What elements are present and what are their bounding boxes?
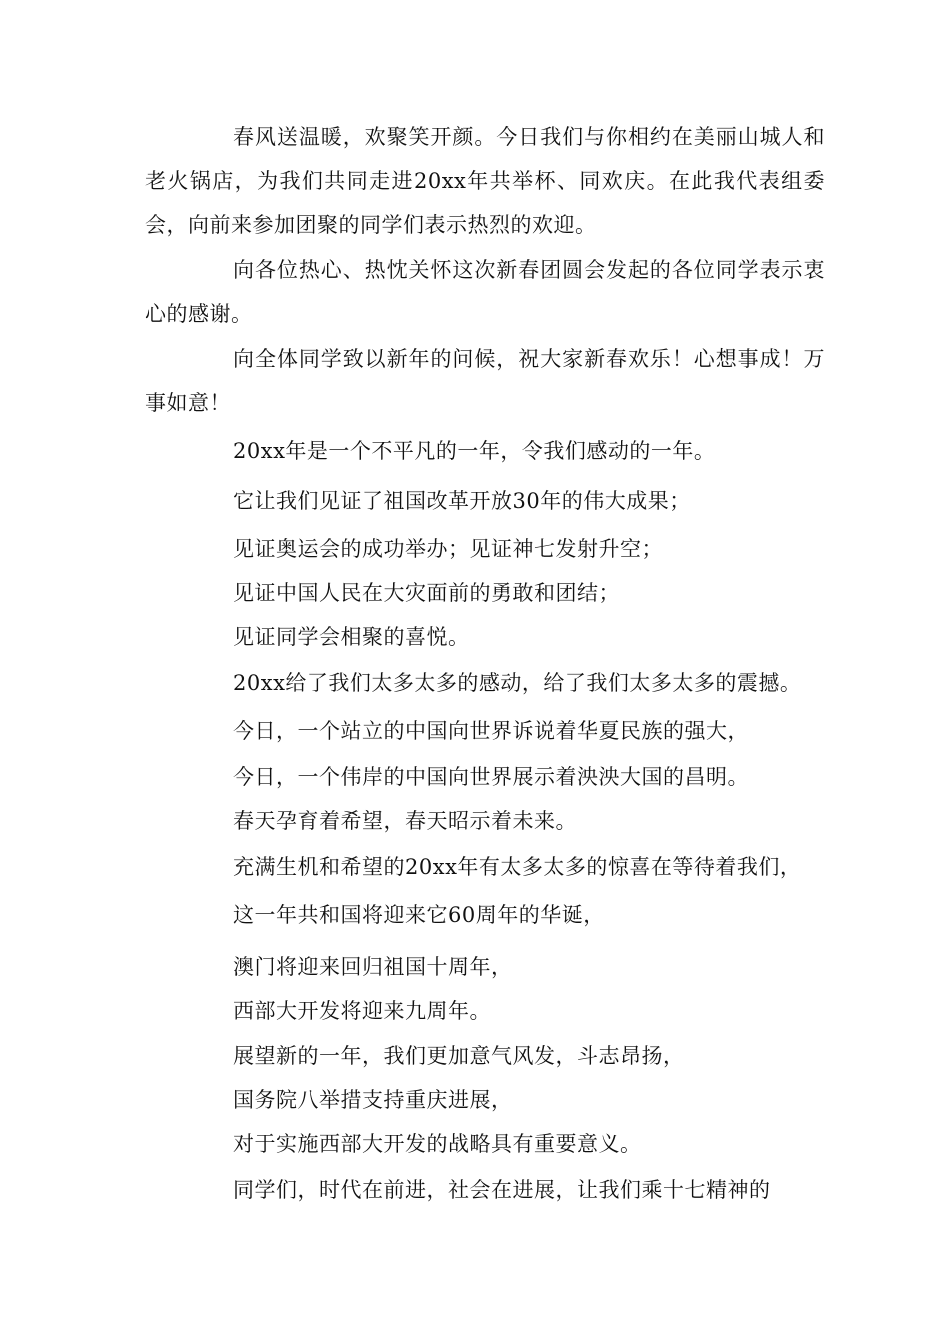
text-line: 今日，一个站立的中国向世界诉说着华夏民族的强大， <box>233 719 749 743</box>
paragraph-greetings: 向全体同学致以新年的问候，祝大家新春欢乐！心想事成！万事如意！ <box>145 347 825 415</box>
text-line: 同学们，时代在前进，社会在进展，让我们乘十七精神的 <box>233 1178 771 1202</box>
text-line: 见证中国人民在大灾面前的勇敢和团结； <box>233 581 620 605</box>
text-line: 这一年共和国将迎来它60周年的华诞， <box>233 903 605 927</box>
text-line: 春天孕育着希望，春天昭示着未来。 <box>233 809 577 833</box>
text-line: 20xx年是一个不平凡的一年，令我们感动的一年。 <box>233 439 716 463</box>
text-line: 对于实施西部大开发的战略具有重要意义。 <box>233 1132 642 1156</box>
text-line: 澳门将迎来回归祖国十周年， <box>233 955 513 979</box>
text-line: 展望新的一年，我们更加意气风发，斗志昂扬， <box>233 1044 685 1068</box>
text-line: 20xx给了我们太多太多的感动，给了我们太多太多的震撼。 <box>233 671 802 695</box>
text-line: 国务院八举措支持重庆进展， <box>233 1088 513 1112</box>
text-line: 今日，一个伟岸的中国向世界展示着泱泱大国的昌明。 <box>233 765 749 789</box>
text-line: 西部大开发将迎来九周年。 <box>233 999 491 1023</box>
paragraph-thanks: 向各位热心、热忱关怀这次新春团圆会发起的各位同学表示衷心的感谢。 <box>145 258 825 326</box>
text-line: 它让我们见证了祖国改革开放30年的伟大成果； <box>233 489 691 513</box>
text-line: 见证同学会相聚的喜悦。 <box>233 625 470 649</box>
paragraph-welcome: 春风送温暖，欢聚笑开颜。今日我们与你相约在美丽山城人和老火锅店，为我们共同走进20xx年共举杯、同欢庆。在此我代表组委会，向前来参加团聚的同学们表示热烈的欢迎。 <box>145 125 825 237</box>
text-line: 见证奥运会的成功举办；见证神七发射升空； <box>233 537 663 561</box>
text-line: 充满生机和希望的20xx年有太多太多的惊喜在等待着我们， <box>233 855 802 879</box>
